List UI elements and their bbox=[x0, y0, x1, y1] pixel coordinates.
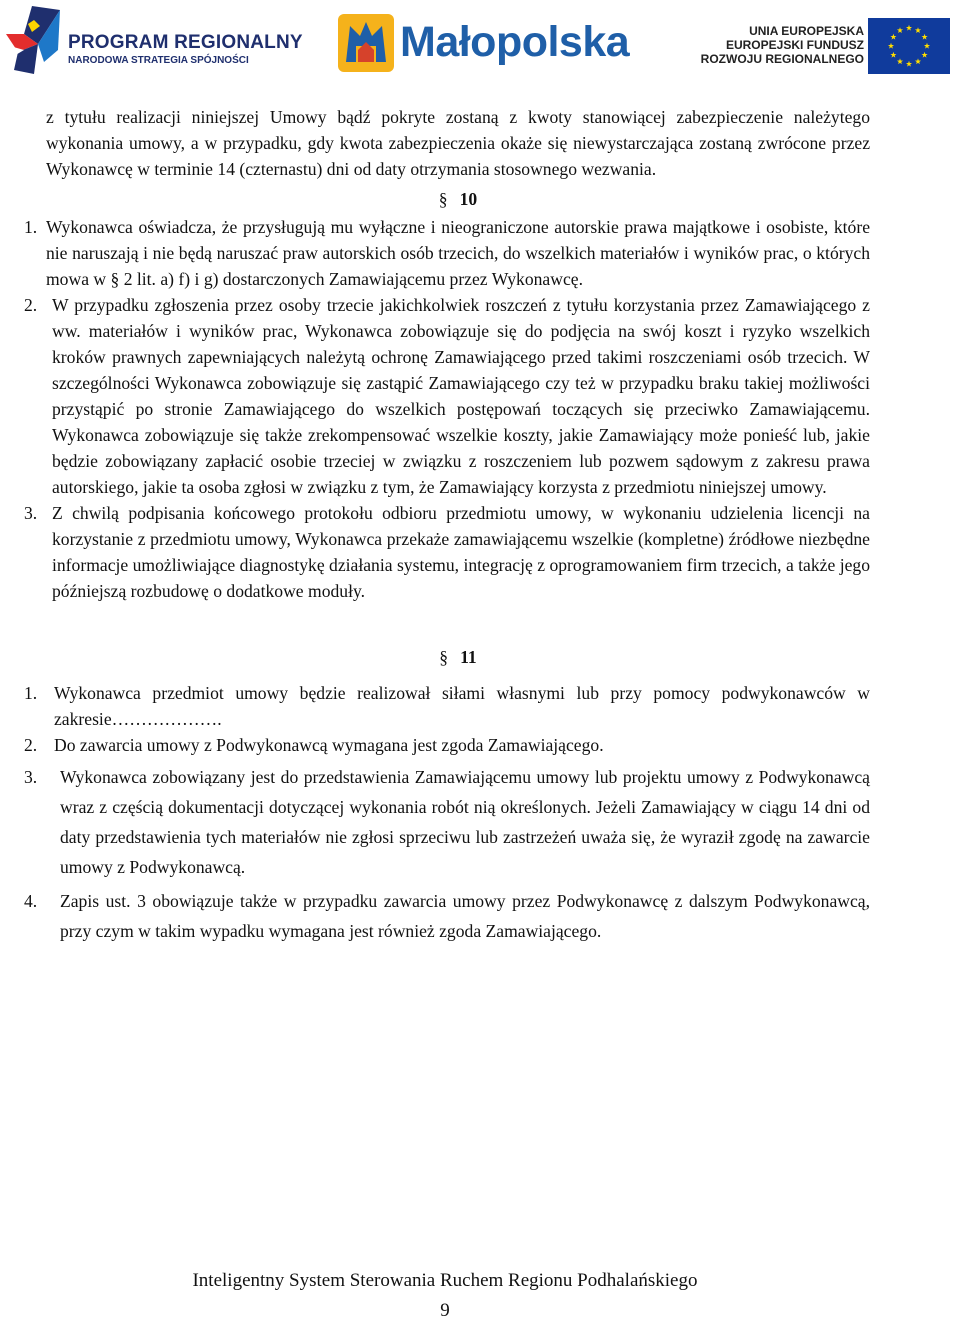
list-number: 2. bbox=[24, 295, 38, 315]
list-text: Do zawarcia umowy z Podwykonawcą wymagana jest zgoda Zamawiającego. bbox=[54, 735, 604, 755]
region-name: Małopolska bbox=[400, 18, 630, 66]
malopolska-emblem-icon bbox=[336, 12, 396, 74]
list-text: W przypadku zgłoszenia przez osoby trzecie jakichkolwiek roszczeń z tytułu korzystania przez Zamawiającego z ww. materiałów i wyników prac, Wykonawca zobowiązuje się do podjęcia na swój koszt i ryzyko wszelkich kroków prawnych zapewniających należytą ochronę Zamawiającego przed takimi roszczeniami osób trzecich. W szczególności Wykonawca zobowiązuje się zastąpić Zamawiającego czy też w przypadku braku takiej możliwości przystąpić po stronie Zamawiającego do wszelkich postępowań toczących się przeciwko Zamawiającemu. Wykonawca zobowiązuje się także zrekompensować wszelkie koszty, jakie Zamawiający może ponieść lub, jakie będzie zobowiązany zapłacić osobie trzeciej w związku z roszczeniem lub pozwem sądowym z zakresu prawa autorskiego, jakie ta osoba zgłosi w związku z tym, że Zamawiający korzysta z przedmiotu niniejszej umowy. bbox=[52, 295, 870, 497]
list-item bbox=[24, 500, 870, 604]
list-number: 1. bbox=[24, 683, 38, 703]
section-10-heading bbox=[46, 186, 870, 212]
eu-fund-label bbox=[701, 24, 864, 66]
list-item bbox=[24, 292, 870, 500]
eu-line-1: UNIA EUROPEJSKA bbox=[749, 24, 864, 38]
page-header bbox=[0, 0, 960, 90]
list-text: Z chwilą podpisania końcowego protokołu odbioru przedmiotu umowy, w wykonaniu udzielenia licencji na korzystanie z przedmiotu umowy, Wykonawca przekaże zamawiającemu wszelkie (kompletne) źródłowe niezbędne informacje umożliwiające diagnostykę działania systemu, integrację z oprogramowaniem firm trzecich, a także jego późniejszą rozbudowę o dodatkowe moduły. bbox=[52, 503, 870, 601]
intro-paragraph: z tytułu realizacji niniejszej Umowy bądź pokryte zostaną z kwoty stanowiącej zabezpieczenie należytego wykonania umowy, a w przypadku, gdy kwota zabezpieczenia okaże się niewystarczająca zostaną zwrócone przez Wykonawcę w terminie 14 (czternastu) dni od daty otrzymania stosownego wezwania. bbox=[46, 107, 870, 179]
page-number: 9 bbox=[440, 1300, 450, 1321]
program-subtitle: NARODOWA STRATEGIA SPÓJNOŚCI bbox=[68, 55, 249, 66]
section-symbol: § bbox=[438, 189, 448, 209]
footer-title: Inteligentny System Sterowania Ruchem Regionu Podhalańskiego bbox=[192, 1270, 698, 1291]
list-text: Wykonawca oświadcza, że przysługują mu wyłączne i nieograniczone autorskie prawa majątkowe i osobiste, które nie naruszają i nie będą naruszać praw autorskich osób trzecich, do wszelkich materiałów i wyników prac, o których mowa w § 2 lit. a) f) i g) dostarczonych Zamawiającemu przez Wykonawcę. bbox=[46, 217, 870, 289]
program-regionalny-logo bbox=[4, 4, 303, 76]
section-11-heading bbox=[46, 644, 870, 670]
list-number: 3. bbox=[24, 767, 38, 787]
list-text: Wykonawca przedmiot umowy będzie realizował siłami własnymi lub przy pomocy podwykonawców w zakresie………………. bbox=[54, 683, 870, 729]
list-item bbox=[24, 214, 870, 292]
page-footer bbox=[0, 1268, 890, 1324]
section-number: 10 bbox=[459, 189, 478, 209]
section-number: 11 bbox=[460, 647, 477, 667]
program-regionalny-emblem-icon bbox=[4, 4, 62, 76]
eu-logo bbox=[700, 18, 956, 84]
malopolska-logo bbox=[336, 8, 636, 78]
eu-line-2: EUROPEJSKI FUNDUSZ bbox=[725, 38, 864, 52]
document-body bbox=[24, 104, 870, 946]
list-item bbox=[24, 886, 870, 946]
eu-line-3: ROZWOJU REGIONALNEGO bbox=[700, 52, 864, 66]
list-item bbox=[24, 680, 870, 732]
list-item bbox=[24, 732, 870, 758]
eu-flag-icon bbox=[868, 18, 950, 74]
list-number: 3. bbox=[24, 503, 38, 523]
list-number: 4. bbox=[24, 891, 38, 911]
list-text: Wykonawca zobowiązany jest do przedstawienia Zamawiającemu umowy lub projektu umowy z Podwykonawcą wraz z częścią dokumentacji dotyczącej wykonania robót nią określonych. Jeżeli Zamawiający w ciągu 14 dni od daty przedstawienia tych materiałów nie zgłosi sprzeciwu lub zastrzeżeń uważa się, że wyraził zgodę na zawarcie umowy z Podwykonawcą. bbox=[60, 767, 870, 877]
list-text: Zapis ust. 3 obowiązuje także w przypadku zawarcia umowy przez Podwykonawcę z dalszym Podwykonawcą, przy czym w takim wypadku wymagana jest również zgoda Zamawiającego. bbox=[60, 891, 870, 941]
program-title: PROGRAM REGIONALNY bbox=[68, 32, 303, 53]
section-symbol: § bbox=[439, 647, 449, 667]
list-number: 2. bbox=[24, 735, 38, 755]
list-number: 1. bbox=[24, 217, 38, 237]
list-item bbox=[24, 762, 870, 882]
